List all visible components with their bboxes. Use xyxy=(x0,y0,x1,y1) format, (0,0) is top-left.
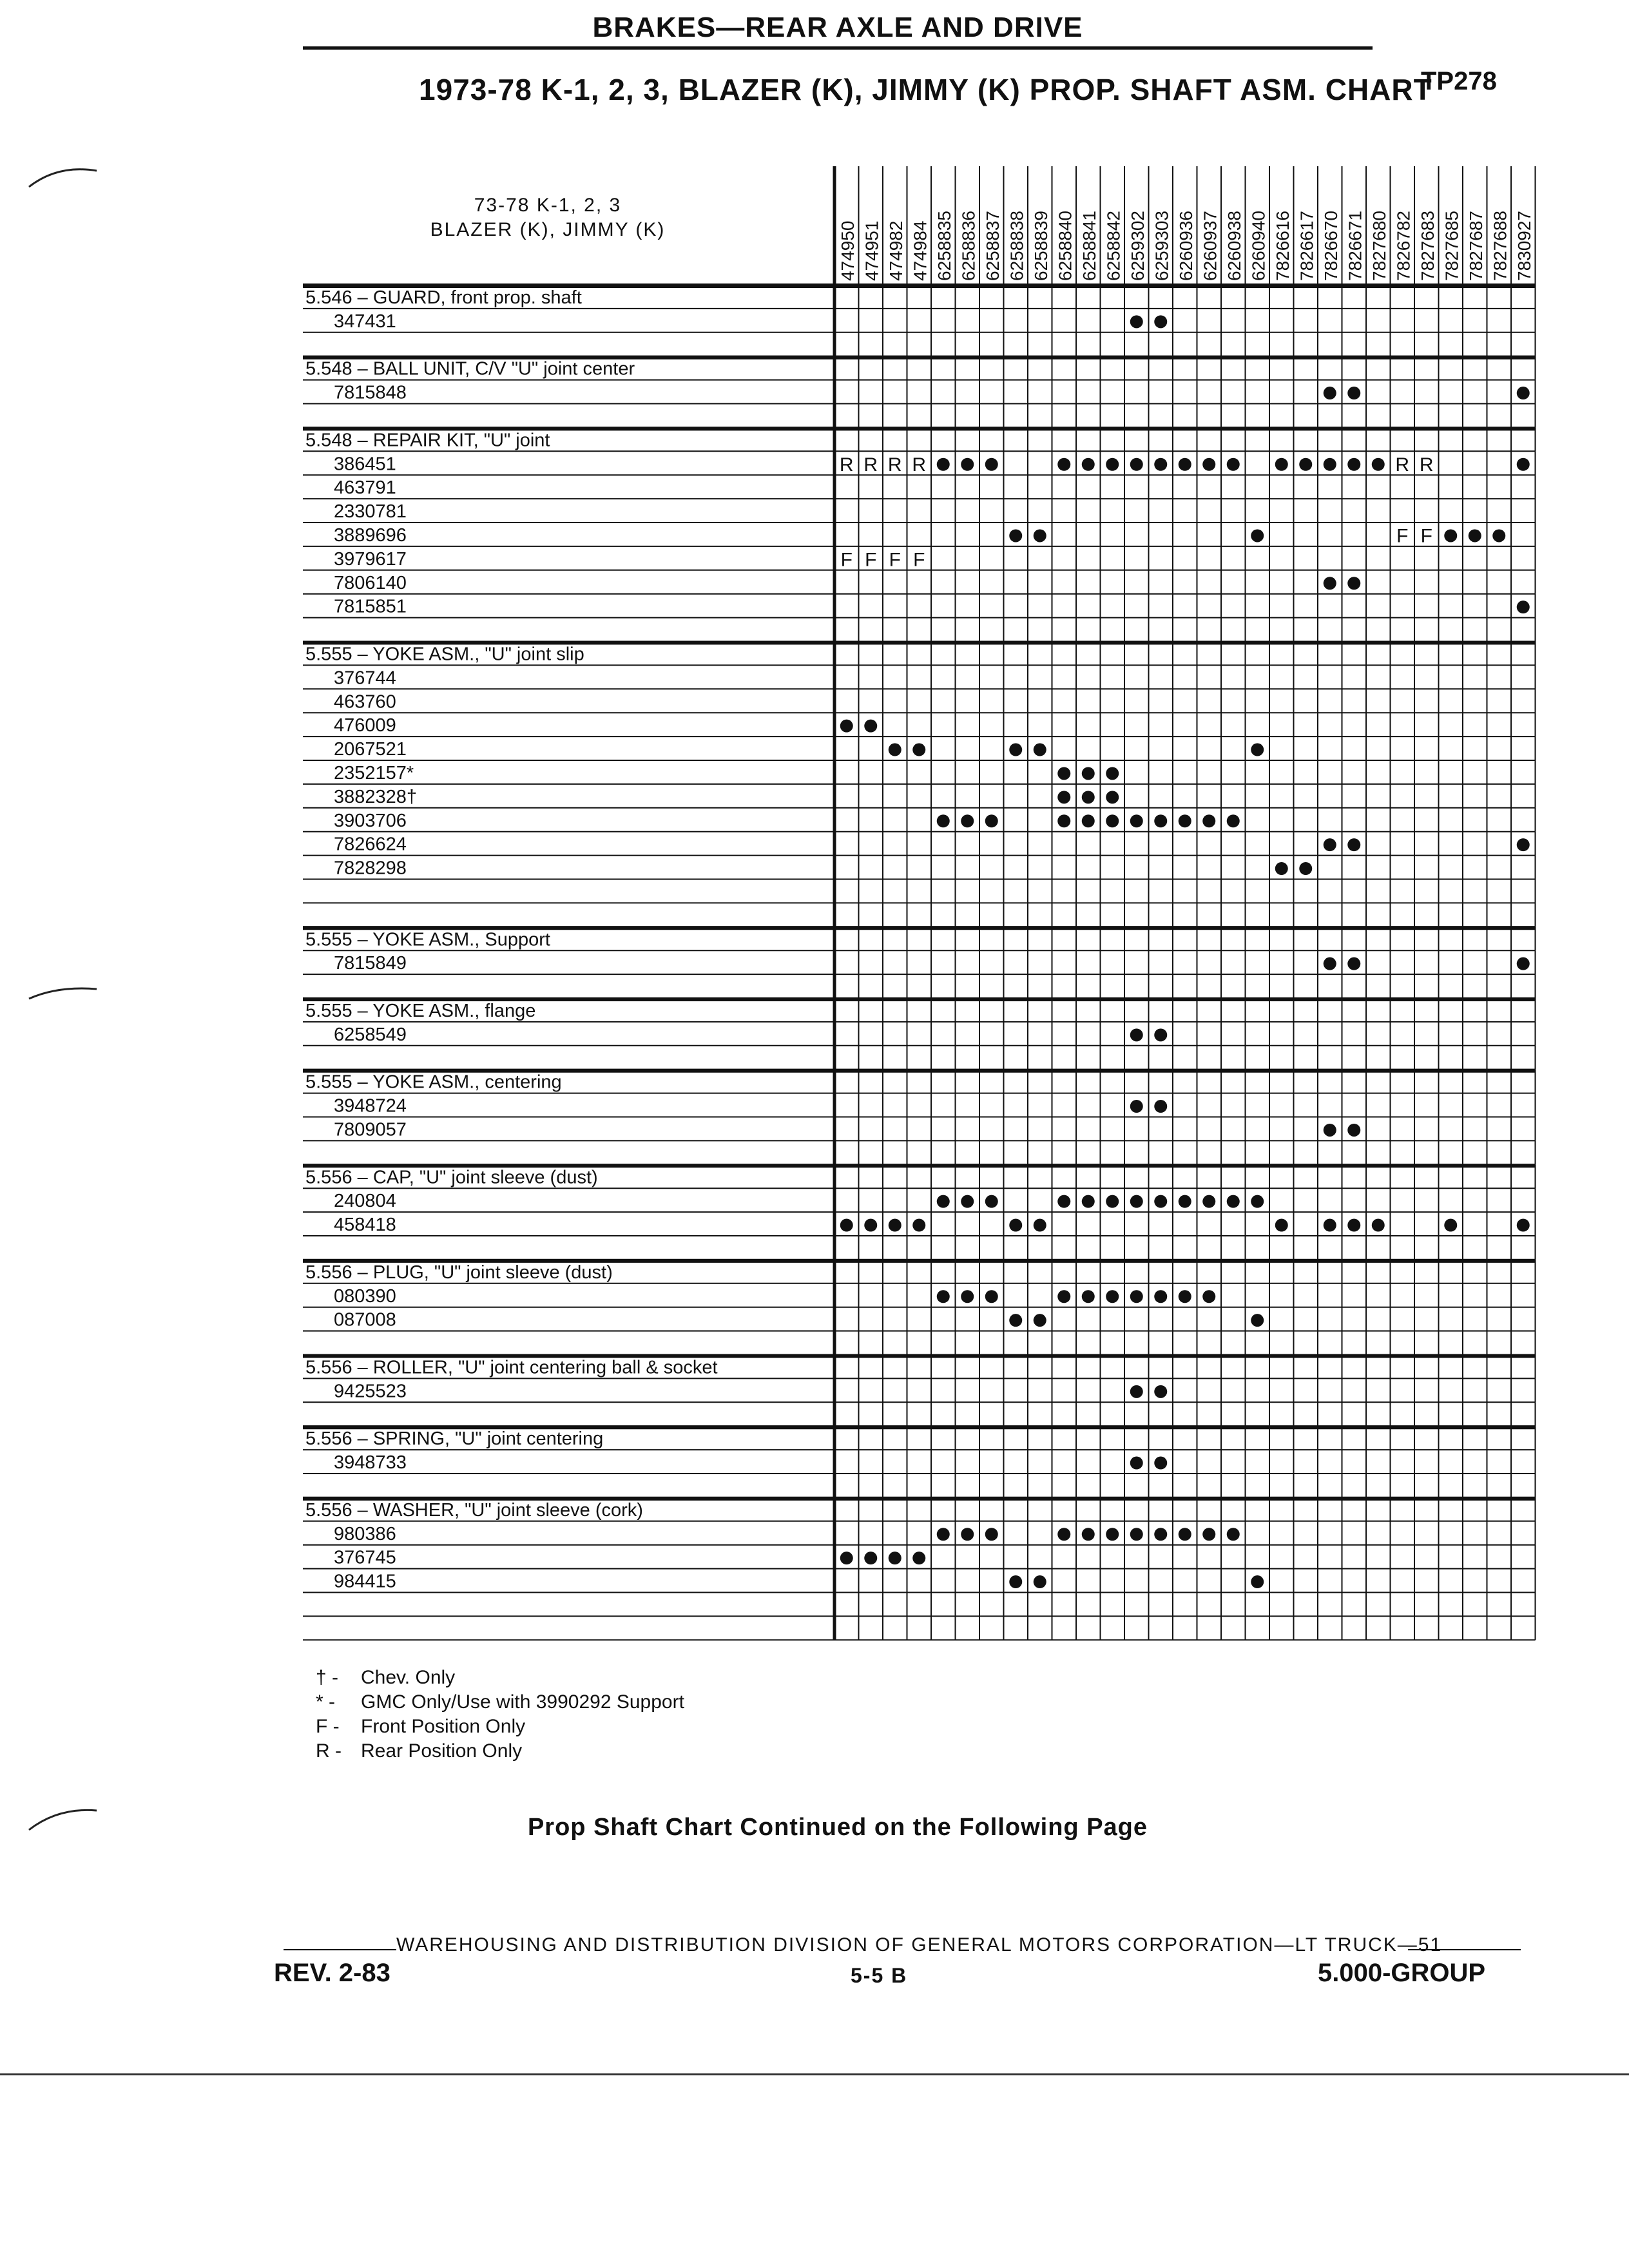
fitment-dot xyxy=(1324,838,1336,851)
fitment-dot xyxy=(1251,1195,1264,1208)
fitment-dot xyxy=(1009,529,1022,542)
column-header: 474951 xyxy=(862,220,882,281)
legend-symbol: † - xyxy=(316,1667,339,1688)
section-heading: 5.556 – SPRING, "U" joint centering xyxy=(305,1428,604,1450)
position-code: F xyxy=(1396,525,1409,547)
column-header: 6258838 xyxy=(1007,210,1027,281)
fitment-dot xyxy=(1154,315,1167,328)
page-header-title: BRAKES—REAR AXLE AND DRIVE xyxy=(592,12,1083,43)
fitment-dot xyxy=(1517,838,1530,851)
part-number: 386451 xyxy=(334,454,396,475)
fitment-dot xyxy=(1130,1195,1143,1208)
fitment-dot xyxy=(1034,529,1046,542)
fitment-dot xyxy=(1154,1457,1167,1470)
fitment-dot xyxy=(1106,1290,1119,1303)
fitment-dot xyxy=(1227,1195,1240,1208)
column-header: 7827683 xyxy=(1417,210,1438,281)
column-header: 474950 xyxy=(837,220,858,281)
column-header: 474984 xyxy=(910,220,930,281)
section-heading: 5.556 – CAP, "U" joint sleeve (dust) xyxy=(305,1167,598,1188)
section-heading: 5.556 – ROLLER, "U" joint centering ball & socket xyxy=(305,1357,718,1378)
fitment-dot xyxy=(1130,1385,1143,1398)
legend xyxy=(316,1666,684,1763)
legend-symbol: * - xyxy=(316,1691,335,1713)
fitment-dot xyxy=(1444,529,1457,542)
fitment-dot xyxy=(1106,814,1119,827)
fitment-dot xyxy=(1130,1028,1143,1041)
position-code: R xyxy=(887,454,902,476)
part-number: 2330781 xyxy=(334,501,407,523)
fitment-dot xyxy=(985,458,998,471)
fitment-dot xyxy=(1082,767,1095,780)
part-number: 7806140 xyxy=(334,572,407,593)
column-header: 7826782 xyxy=(1393,210,1414,281)
part-number: 476009 xyxy=(334,715,396,736)
fitment-dot xyxy=(1130,1457,1143,1470)
position-code: R xyxy=(863,454,878,476)
fitment-dot xyxy=(1202,1528,1215,1541)
part-number: 3979617 xyxy=(334,548,407,570)
fitment-dot xyxy=(1227,1528,1240,1541)
part-number: 7815848 xyxy=(334,382,407,403)
column-header: 7826616 xyxy=(1272,210,1293,281)
fitment-dot xyxy=(1347,1219,1360,1232)
fitment-dot xyxy=(1299,862,1312,875)
fitment-dot xyxy=(1082,791,1095,803)
column-header: 7830927 xyxy=(1514,210,1534,281)
column-header: 7827688 xyxy=(1490,210,1510,281)
section-heading: 5.548 – REPAIR KIT, "U" joint xyxy=(305,430,550,451)
fitment-dot xyxy=(961,1528,974,1541)
fitment-dot xyxy=(1324,1219,1336,1232)
part-number: 9425523 xyxy=(334,1381,407,1402)
fitment-dot xyxy=(1227,814,1240,827)
fitment-dot xyxy=(1517,458,1530,471)
fitment-dot xyxy=(937,814,950,827)
fitment-dot xyxy=(1106,767,1119,780)
fitment-dot xyxy=(1082,814,1095,827)
legend-text: Rear Position Only xyxy=(361,1740,523,1762)
fitment-dot xyxy=(1372,1219,1385,1232)
fitment-dot xyxy=(1324,387,1336,399)
fitment-dot xyxy=(1082,1290,1095,1303)
fitment-dot xyxy=(1179,1290,1191,1303)
fitment-dot xyxy=(1130,1528,1143,1541)
fitment-dot xyxy=(1130,458,1143,471)
column-header: 6258839 xyxy=(1030,210,1051,281)
fitment-dot xyxy=(1517,601,1530,613)
position-code: R xyxy=(839,454,854,476)
fitment-dot xyxy=(985,1195,998,1208)
fitment-dot xyxy=(1034,1219,1046,1232)
fitment-dot xyxy=(864,1552,877,1564)
column-header: 7826617 xyxy=(1296,210,1317,281)
part-number: 3882328† xyxy=(334,786,418,807)
fitment-dot xyxy=(1179,1195,1191,1208)
fitment-dot xyxy=(985,1528,998,1541)
column-header: 6258836 xyxy=(958,210,979,281)
footer-rule-right xyxy=(1408,1949,1521,1950)
fitment-dot xyxy=(1275,862,1288,875)
fitment-dot xyxy=(1034,1575,1046,1588)
fitment-dot xyxy=(1106,1195,1119,1208)
fitment-dot xyxy=(1106,791,1119,803)
position-code: F xyxy=(913,549,925,571)
fitment-dot xyxy=(912,1219,925,1232)
fitment-dot xyxy=(1154,1100,1167,1113)
chart-title: 1973-78 K-1, 2, 3, BLAZER (K), JIMMY (K) PROP. SHAFT ASM. CHART xyxy=(419,73,1432,106)
column-header: 6258842 xyxy=(1103,210,1124,281)
chart-code: TP278 xyxy=(1421,67,1497,95)
fitment-dot xyxy=(1009,744,1022,756)
group-label: 5.000-GROUP xyxy=(1318,1959,1486,1987)
fitment-dot xyxy=(1275,1219,1288,1232)
position-code: R xyxy=(912,454,927,476)
section-heading: 5.555 – YOKE ASM., flange xyxy=(305,1001,536,1021)
fitment-dot xyxy=(1372,458,1385,471)
fitment-dot xyxy=(1154,1385,1167,1398)
part-number: 463791 xyxy=(334,477,396,499)
section-heading: 5.555 – YOKE ASM., centering xyxy=(305,1072,562,1093)
fitment-dot xyxy=(889,1552,901,1564)
part-number: 458418 xyxy=(334,1215,396,1236)
legend-item xyxy=(316,1739,684,1763)
fitment-dot xyxy=(961,814,974,827)
fitment-dot xyxy=(1130,1100,1143,1113)
fitment-dot xyxy=(1009,1219,1022,1232)
fitment-dot xyxy=(1154,814,1167,827)
fitment-dot xyxy=(1202,1290,1215,1303)
position-code: R xyxy=(1395,454,1410,476)
part-number: 980386 xyxy=(334,1523,396,1544)
column-header: 6259302 xyxy=(1127,210,1148,281)
footer-publisher-line: WAREHOUSING AND DISTRIBUTION DIVISION OF GENERAL MOTORS CORPORATION—LT TRUCK—51 xyxy=(396,1934,1443,1956)
column-header: 6260938 xyxy=(1224,210,1244,281)
fitment-dot xyxy=(1347,1124,1360,1137)
part-number: 7815849 xyxy=(334,953,407,974)
position-code: R xyxy=(1419,454,1434,476)
column-header: 7826671 xyxy=(1345,210,1365,281)
fitment-dot xyxy=(1082,458,1095,471)
fitment-dot xyxy=(1130,1290,1143,1303)
fitment-dot xyxy=(1324,458,1336,471)
legend-item xyxy=(316,1666,684,1690)
part-number: 984415 xyxy=(334,1571,396,1592)
scan-bottom-rule xyxy=(0,2073,1629,2075)
fitment-dot xyxy=(1251,1314,1264,1327)
fitment-dot xyxy=(1154,1028,1167,1041)
part-number: 3948724 xyxy=(334,1095,407,1117)
section-heading: 5.546 – GUARD, front prop. shaft xyxy=(305,287,582,308)
fitment-dot xyxy=(1057,1290,1070,1303)
continued-note: Prop Shaft Chart Continued on the Following Page xyxy=(527,1814,1148,1841)
fitment-dot xyxy=(1179,814,1191,827)
part-number: 3948733 xyxy=(334,1452,407,1474)
part-number: 3903706 xyxy=(334,810,407,831)
position-code: F xyxy=(1420,525,1432,547)
part-number: 376744 xyxy=(334,668,396,689)
fitment-dot xyxy=(1179,1528,1191,1541)
fitment-dot xyxy=(1009,1314,1022,1327)
fitment-dot xyxy=(1347,387,1360,399)
part-number: 7828298 xyxy=(334,858,407,879)
position-code: F xyxy=(889,549,901,571)
column-header: 6258841 xyxy=(1079,210,1099,281)
column-header: 6258837 xyxy=(982,210,1003,281)
fitment-dot xyxy=(1347,957,1360,970)
fitment-dot xyxy=(1082,1528,1095,1541)
fitment-dot xyxy=(1154,458,1167,471)
fitment-dot xyxy=(1251,744,1264,756)
part-number: 240804 xyxy=(334,1191,396,1212)
table-label-line-1: 73-78 K-1, 2, 3 xyxy=(474,195,622,216)
part-number: 7815851 xyxy=(334,596,407,617)
column-header: 6258840 xyxy=(1055,210,1075,281)
fitment-dot xyxy=(1251,1575,1264,1588)
fitment-dot xyxy=(961,1290,974,1303)
fitment-dot xyxy=(1347,838,1360,851)
section-heading: 5.555 – YOKE ASM., Support xyxy=(305,929,550,950)
fitment-dot xyxy=(1347,458,1360,471)
fitment-dot xyxy=(1202,814,1215,827)
fitment-dot xyxy=(1154,1528,1167,1541)
fitment-dot xyxy=(961,458,974,471)
fitment-dot xyxy=(1299,458,1312,471)
fitment-dot xyxy=(1469,529,1481,542)
column-header: 6259303 xyxy=(1152,210,1172,281)
part-number: 2067521 xyxy=(334,739,407,760)
column-header: 6260940 xyxy=(1248,210,1269,281)
fitment-dot xyxy=(912,744,925,756)
fitment-dot xyxy=(1202,458,1215,471)
fitment-dot xyxy=(1154,1290,1167,1303)
margin-punch-mark xyxy=(26,161,103,200)
section-heading: 5.556 – PLUG, "U" joint sleeve (dust) xyxy=(305,1262,613,1283)
fitment-dot xyxy=(1057,767,1070,780)
fitment-dot xyxy=(961,1195,974,1208)
fitment-dot xyxy=(1057,1195,1070,1208)
part-number: 080390 xyxy=(334,1285,396,1307)
fitment-dot xyxy=(1517,387,1530,399)
fitment-dot xyxy=(840,1219,853,1232)
fitment-dot xyxy=(1130,814,1143,827)
part-number: 7809057 xyxy=(334,1119,407,1140)
fitment-dot xyxy=(937,1290,950,1303)
fitment-dot xyxy=(1057,814,1070,827)
fitment-dot xyxy=(1275,458,1288,471)
section-heading: 5.548 – BALL UNIT, C/V "U" joint center xyxy=(305,358,635,380)
fitment-dot xyxy=(937,1195,950,1208)
fitment-dot xyxy=(1324,1124,1336,1137)
fitment-dot xyxy=(1057,458,1070,471)
column-header: 7827687 xyxy=(1465,210,1486,281)
fitment-dot xyxy=(1227,458,1240,471)
fitment-dot xyxy=(889,1219,901,1232)
column-header: 7827685 xyxy=(1441,210,1462,281)
part-number: 347431 xyxy=(334,311,396,332)
column-header: 6260936 xyxy=(1175,210,1196,281)
margin-punch-mark xyxy=(26,1804,103,1836)
footer-rule-left xyxy=(284,1949,396,1950)
fitment-dot xyxy=(1154,1195,1167,1208)
column-header: 6258835 xyxy=(934,210,954,281)
fitment-dot xyxy=(1347,577,1360,590)
part-number: 087008 xyxy=(334,1309,396,1331)
fitment-dot xyxy=(1517,957,1530,970)
fitment-dot xyxy=(1202,1195,1215,1208)
fitment-dot xyxy=(1106,458,1119,471)
fitment-dot xyxy=(1324,577,1336,590)
part-number: 2352157* xyxy=(334,763,414,783)
fitment-dot xyxy=(889,744,901,756)
margin-punch-mark xyxy=(26,983,103,1008)
legend-symbol: R - xyxy=(316,1740,342,1762)
legend-text: Chev. Only xyxy=(361,1667,456,1688)
position-code: F xyxy=(840,549,853,571)
revision-label: REV. 2-83 xyxy=(274,1959,390,1987)
legend-text: GMC Only/Use with 3990292 Support xyxy=(361,1691,684,1713)
part-number: 3889696 xyxy=(334,525,407,546)
fitment-dot xyxy=(937,458,950,471)
fitment-dot xyxy=(1106,1528,1119,1541)
section-heading: 5.555 – YOKE ASM., "U" joint slip xyxy=(305,644,584,665)
fitment-dot xyxy=(985,814,998,827)
fitment-dot xyxy=(1492,529,1505,542)
fitment-dot xyxy=(1324,957,1336,970)
fitment-dot xyxy=(1444,1219,1457,1232)
position-code: F xyxy=(865,549,877,571)
fitment-dot xyxy=(1057,1528,1070,1541)
column-header: 474982 xyxy=(885,220,906,281)
fitment-dot xyxy=(1179,458,1191,471)
fitment-dot xyxy=(1034,1314,1046,1327)
part-number: 376745 xyxy=(334,1547,396,1568)
part-number: 463760 xyxy=(334,691,396,713)
fitment-dot xyxy=(840,1552,853,1564)
legend-item xyxy=(316,1715,684,1739)
page-number: 5-5 B xyxy=(851,1964,908,1987)
table-label-line-2: BLAZER (K), JIMMY (K) xyxy=(430,219,666,240)
legend-symbol: F - xyxy=(316,1716,340,1737)
fitment-dot xyxy=(1517,1219,1530,1232)
fitment-dot xyxy=(1130,315,1143,328)
fitment-dot xyxy=(840,720,853,733)
fitment-dot xyxy=(1009,1575,1022,1588)
legend-text: Front Position Only xyxy=(361,1716,526,1737)
fitment-dot xyxy=(912,1552,925,1564)
legend-item xyxy=(316,1690,684,1715)
column-header: 7827680 xyxy=(1369,210,1389,281)
fitment-dot xyxy=(1057,791,1070,803)
column-header: 7826670 xyxy=(1320,210,1341,281)
part-number: 7826624 xyxy=(334,834,407,855)
section-heading: 5.556 – WASHER, "U" joint sleeve (cork) xyxy=(305,1499,643,1521)
fitment-dot xyxy=(1251,529,1264,542)
fitment-dot xyxy=(937,1528,950,1541)
fitment-dot xyxy=(864,1219,877,1232)
part-number: 6258549 xyxy=(334,1024,407,1045)
column-header: 6260937 xyxy=(1200,210,1220,281)
fitment-dot xyxy=(1034,744,1046,756)
fitment-dot xyxy=(985,1290,998,1303)
fitment-dot xyxy=(864,720,877,733)
fitment-dot xyxy=(1082,1195,1095,1208)
